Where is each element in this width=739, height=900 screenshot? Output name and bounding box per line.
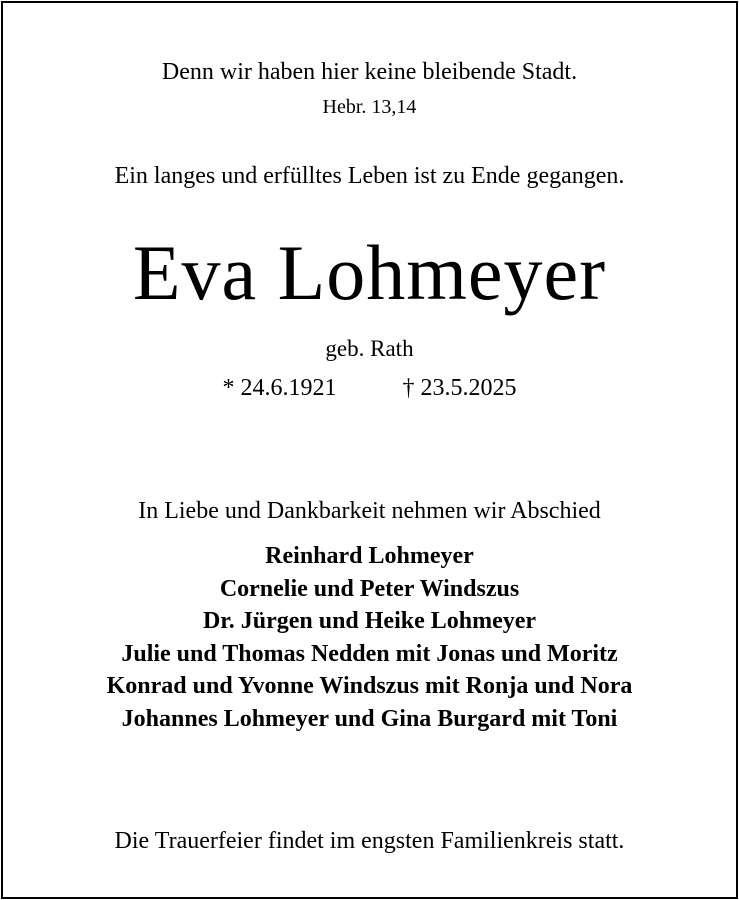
mourners-list <box>3 540 736 735</box>
mourner-line: Julie und Thomas Nedden mit Jonas und Moritz <box>121 640 618 667</box>
mourner-line: Reinhard Lohmeyer <box>265 543 474 569</box>
life-dates <box>3 376 736 400</box>
mourner-line: Cornelie und Peter Windszus <box>219 575 520 602</box>
bible-verse: Denn wir haben hier keine bleibende Stadt. <box>161 59 578 85</box>
death-date: † 23.5.2025 <box>402 375 517 401</box>
mourner-line: Konrad und Yvonne Windszus mit Ronja und Nora <box>106 673 633 699</box>
farewell-text: In Liebe und Dankbarkeit nehmen wir Abschied <box>138 498 601 524</box>
birth-date: * 24.6.1921 <box>222 375 337 401</box>
mourner-line: Johannes Lohmeyer und Gina Burgard mit Toni <box>121 705 618 732</box>
intro-text: Ein langes und erfülltes Leben ist zu Ende gegangen. <box>114 163 625 189</box>
verse-reference: Hebr. 13,14 <box>322 96 417 118</box>
obituary-notice <box>1 1 738 899</box>
birth-name: geb. Rath <box>325 336 414 361</box>
ceremony-note: Die Trauerfeier findet im engsten Familienkreis statt. <box>114 828 625 854</box>
deceased-name: Eva Lohmeyer <box>132 229 607 316</box>
mourner-line: Dr. Jürgen und Heike Lohmeyer <box>202 608 537 634</box>
